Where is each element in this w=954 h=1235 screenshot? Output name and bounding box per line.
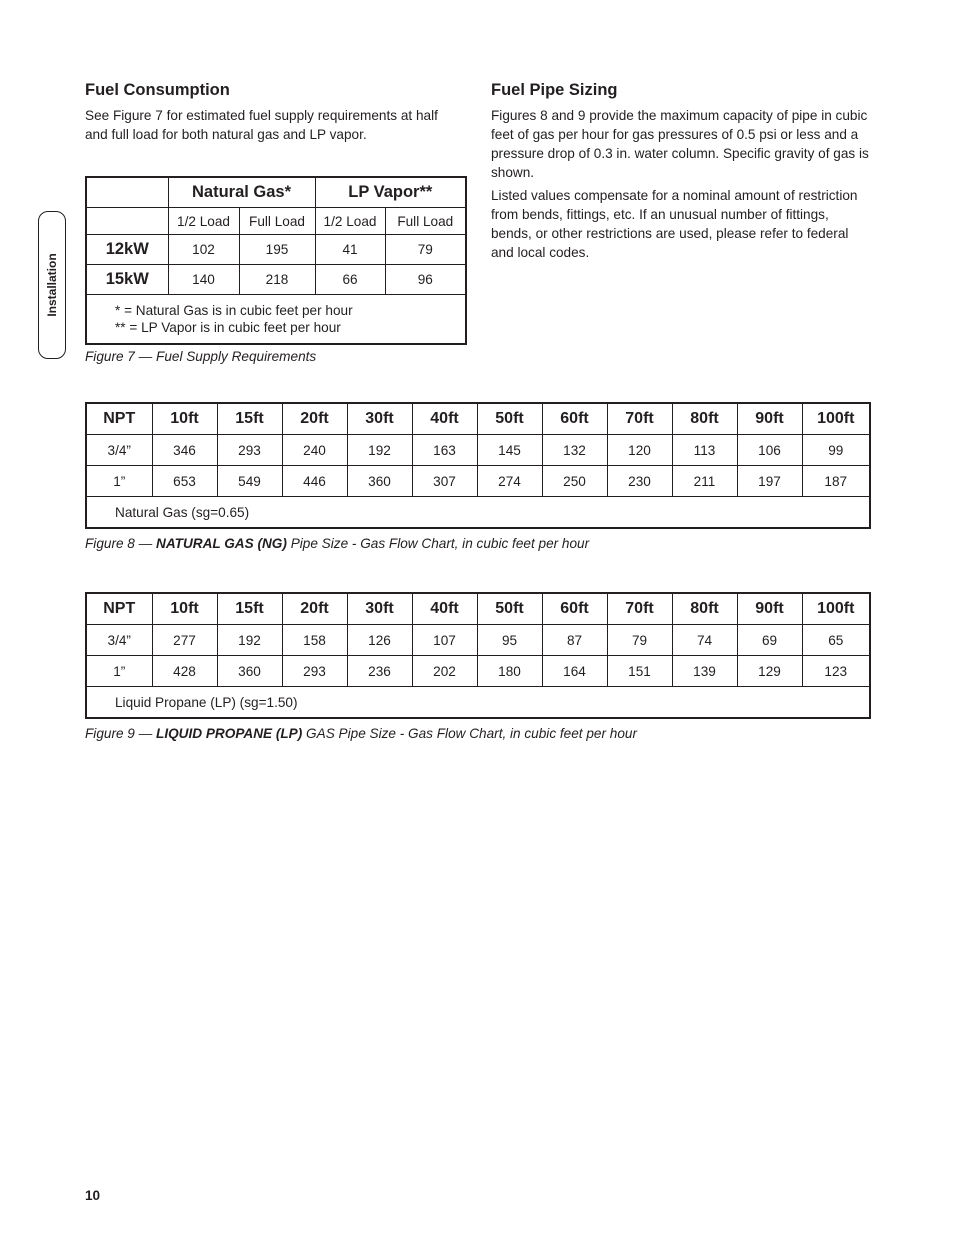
table-cell: 653 <box>152 466 217 497</box>
table-cell: 95 <box>477 625 542 656</box>
column-header: 30ft <box>347 593 412 625</box>
column-header: 70ft <box>607 593 672 625</box>
table-cell: 41 <box>315 235 385 265</box>
table-notes-row <box>86 295 466 345</box>
table-cell: 277 <box>152 625 217 656</box>
table-row <box>86 625 870 656</box>
table-cell: 195 <box>239 235 315 265</box>
gas-type-note: Liquid Propane (LP) (sg=1.50) <box>86 687 870 719</box>
table-cell: 274 <box>477 466 542 497</box>
table-cell: 218 <box>239 265 315 295</box>
column-header: 90ft <box>737 403 802 435</box>
table-note-row <box>86 687 870 719</box>
table-cell: 250 <box>542 466 607 497</box>
table-cell: 140 <box>168 265 239 295</box>
table-cell: 65 <box>802 625 870 656</box>
column-header: 10ft <box>152 403 217 435</box>
subheader-cell: Full Load <box>239 208 315 235</box>
subheader-cell: 1/2 Load <box>168 208 239 235</box>
table-header-row <box>86 403 870 435</box>
subheader-cell: 1/2 Load <box>315 208 385 235</box>
natural-gas-note: * = Natural Gas is in cubic feet per hour <box>115 303 353 318</box>
column-header: 80ft <box>672 403 737 435</box>
table-cell: 96 <box>385 265 466 295</box>
fuel-pipe-sizing-para1: Figures 8 and 9 provide the maximum capacity of pipe in cubic feet of gas per hour for gas pressures of 0.5 psi or less and a pressure drop of 0.3 in. water column. Specific gravity of gas is shown. <box>491 108 869 180</box>
table-cell: 87 <box>542 625 607 656</box>
caption-bold: NATURAL GAS (NG) <box>156 536 287 551</box>
table-cell: 236 <box>347 656 412 687</box>
table-cell: 69 <box>737 625 802 656</box>
caption-prefix: Figure 8 — <box>85 536 157 551</box>
column-header: 50ft <box>477 403 542 435</box>
table-cell: 307 <box>412 466 477 497</box>
table-cell: 74 <box>672 625 737 656</box>
table-cell: 230 <box>607 466 672 497</box>
liquid-propane-flow-table <box>85 592 871 719</box>
column-header: 70ft <box>607 403 672 435</box>
table-cell: 120 <box>607 435 672 466</box>
table-cell: 158 <box>282 625 347 656</box>
table-cell: 107 <box>412 625 477 656</box>
table-cell: 3/4” <box>86 625 152 656</box>
section-tab <box>38 211 66 359</box>
fuel-pipe-sizing-para2: Listed values compensate for a nominal amount of restriction from bends, fittings, etc. If an unusual number of fittings, bends, or other restrictions are used, please refer to federal and local codes. <box>491 188 858 260</box>
table-cell: 293 <box>217 435 282 466</box>
subheader-cell: Full Load <box>385 208 466 235</box>
table-cell: 187 <box>802 466 870 497</box>
table-cell: 66 <box>315 265 385 295</box>
table-cell: 3/4” <box>86 435 152 466</box>
table-cell: 106 <box>737 435 802 466</box>
table-cell: 102 <box>168 235 239 265</box>
table-cell: 99 <box>802 435 870 466</box>
table-row <box>86 265 466 295</box>
lp-vapor-header: LP Vapor** <box>315 177 466 208</box>
column-header: 30ft <box>347 403 412 435</box>
table-cell: 360 <box>347 466 412 497</box>
table-cell: 163 <box>412 435 477 466</box>
table-header-row <box>86 593 870 625</box>
table-cell: 192 <box>347 435 412 466</box>
column-header: 15ft <box>217 593 282 625</box>
table-cell: 79 <box>385 235 466 265</box>
column-header: 10ft <box>152 593 217 625</box>
table-notes <box>86 295 466 345</box>
table-cell: 1” <box>86 466 152 497</box>
table-note-row <box>86 497 870 529</box>
table-cell: 151 <box>607 656 672 687</box>
row-label: 12kW <box>86 235 168 265</box>
fuel-consumption-text: See Figure 7 for estimated fuel supply requirements at half and full load for both natural gas and LP vapor. <box>85 108 438 142</box>
table-row <box>86 656 870 687</box>
table-cell: 197 <box>737 466 802 497</box>
table-cell: 1” <box>86 656 152 687</box>
column-header: 60ft <box>542 403 607 435</box>
figure8-caption <box>85 536 589 551</box>
table-row <box>86 466 870 497</box>
table-cell: 211 <box>672 466 737 497</box>
table-cell: 202 <box>412 656 477 687</box>
caption-bold: LIQUID PROPANE (LP) <box>156 726 303 741</box>
table-row <box>86 235 466 265</box>
caption-suffix: GAS Pipe Size - Gas Flow Chart, in cubic feet per hour <box>302 726 637 741</box>
table-cell: 164 <box>542 656 607 687</box>
table-cell: 293 <box>282 656 347 687</box>
lp-vapor-note: ** = LP Vapor is in cubic feet per hour <box>115 320 341 335</box>
column-header: 15ft <box>217 403 282 435</box>
natural-gas-flow-table <box>85 402 871 529</box>
column-header: NPT <box>86 403 152 435</box>
caption-suffix: Pipe Size - Gas Flow Chart, in cubic feet per hour <box>286 536 590 551</box>
table-cell: 132 <box>542 435 607 466</box>
column-header: 80ft <box>672 593 737 625</box>
figure7-caption: Figure 7 — Fuel Supply Requirements <box>85 349 317 364</box>
caption-prefix: Figure 9 — <box>85 726 157 741</box>
table-cell: 240 <box>282 435 347 466</box>
column-header: 20ft <box>282 403 347 435</box>
table-cell: 360 <box>217 656 282 687</box>
column-header: 40ft <box>412 403 477 435</box>
table-cell: 126 <box>347 625 412 656</box>
gas-type-note: Natural Gas (sg=0.65) <box>86 497 870 529</box>
table-cell: 192 <box>217 625 282 656</box>
natural-gas-header: Natural Gas* <box>168 177 315 208</box>
column-header: 40ft <box>412 593 477 625</box>
table-cell: 113 <box>672 435 737 466</box>
fuel-supply-table <box>85 176 467 345</box>
table-cell: 129 <box>737 656 802 687</box>
column-header: 50ft <box>477 593 542 625</box>
table-cell: 446 <box>282 466 347 497</box>
table-row <box>86 435 870 466</box>
fuel-pipe-sizing-heading: Fuel Pipe Sizing <box>491 81 618 99</box>
table-header-row <box>86 177 466 208</box>
column-header: 20ft <box>282 593 347 625</box>
column-header: 90ft <box>737 593 802 625</box>
column-header: 100ft <box>802 593 870 625</box>
page-number: 10 <box>85 1188 101 1203</box>
table-corner-cell <box>86 208 168 235</box>
section-tab-label: Installation <box>45 253 59 317</box>
table-cell: 180 <box>477 656 542 687</box>
column-header: NPT <box>86 593 152 625</box>
table-cell: 346 <box>152 435 217 466</box>
table-cell: 79 <box>607 625 672 656</box>
column-header: 60ft <box>542 593 607 625</box>
table-cell: 549 <box>217 466 282 497</box>
row-label: 15kW <box>86 265 168 295</box>
table-subheader-row <box>86 208 466 235</box>
figure9-caption <box>85 726 637 741</box>
table-cell: 145 <box>477 435 542 466</box>
table-corner-cell <box>86 177 168 208</box>
table-cell: 123 <box>802 656 870 687</box>
table-cell: 139 <box>672 656 737 687</box>
fuel-consumption-heading: Fuel Consumption <box>85 81 230 99</box>
table-cell: 428 <box>152 656 217 687</box>
column-header: 100ft <box>802 403 870 435</box>
